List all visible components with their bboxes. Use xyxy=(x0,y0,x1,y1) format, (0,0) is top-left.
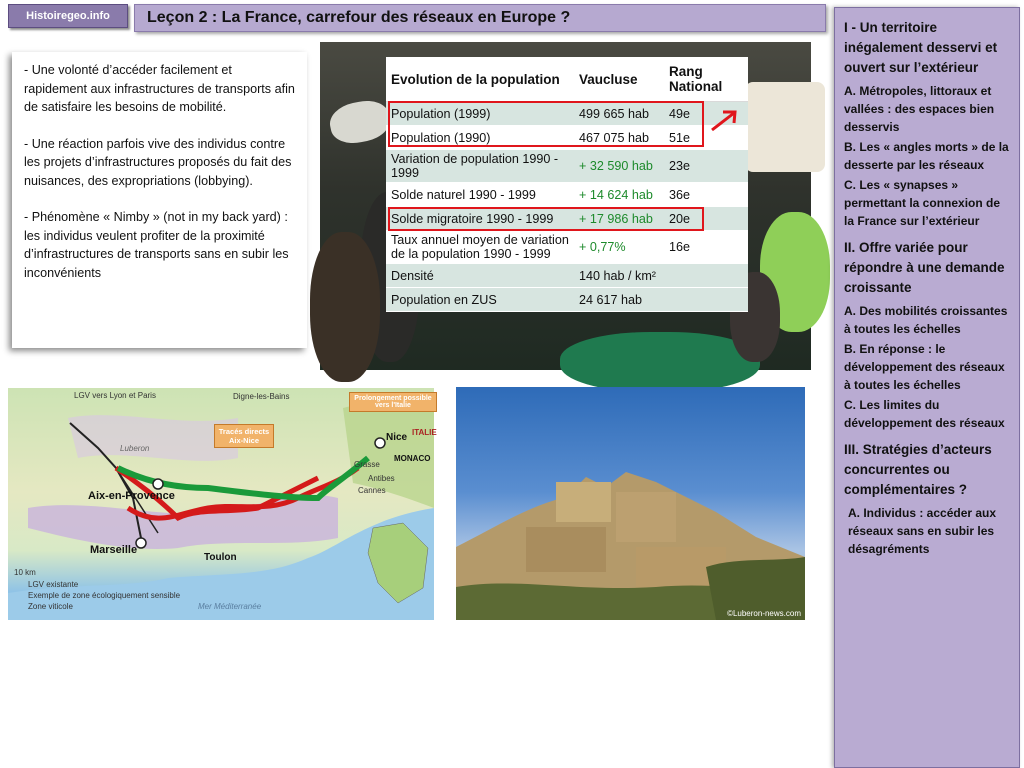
village-photo xyxy=(456,387,805,620)
map-label: Cannes xyxy=(358,486,386,495)
map-callout-trace: Tracés directs Aix-Nice xyxy=(214,424,274,448)
table-cell: 140 hab / km² xyxy=(574,264,664,288)
photo-credit: ©Luberon-news.com xyxy=(727,609,801,618)
table-cell: 51e xyxy=(664,126,748,150)
table-cell xyxy=(664,264,748,288)
lesson-title-text: Leçon 2 : La France, carrefour des réseaux en Europe ? xyxy=(147,9,571,26)
table-cell xyxy=(664,288,748,312)
table-cell: + 32 590 hab xyxy=(574,150,664,183)
table-header: Vaucluse xyxy=(574,57,664,102)
table-row xyxy=(386,150,748,183)
highlight-population-box xyxy=(388,101,704,147)
table-row xyxy=(386,231,748,264)
outline-item: B. Les « angles morts » de la desserte par les réseaux xyxy=(844,140,1009,172)
table-cell: Solde migratoire 1990 - 1999 xyxy=(386,207,574,231)
outline-section: II. Offre variée pour répondre à une demande croissante xyxy=(844,240,1005,295)
map-label: Digne-les-Bains xyxy=(233,392,290,401)
map-scale: 10 km xyxy=(14,568,36,577)
map-legend-item: LGV existante xyxy=(28,580,79,589)
table-cell: + 14 624 hab xyxy=(574,183,664,207)
map-label: Mer Méditerranée xyxy=(198,602,262,611)
table-row xyxy=(386,264,748,288)
outline-item: C. Les limites du développement des réseaux xyxy=(844,398,1005,430)
village-shapes xyxy=(456,387,805,620)
table-cell: + 0,77% xyxy=(574,231,664,264)
map-legend-item: Zone viticole xyxy=(28,602,73,611)
map-label: LGV vers Lyon et Paris xyxy=(74,391,156,400)
map-city-toulon: Toulon xyxy=(204,552,237,563)
population-table xyxy=(386,57,748,312)
outline-section: III. Stratégies d’acteurs concurrentes ou complémentaires ? xyxy=(844,442,992,497)
table-cell: 49e xyxy=(664,102,748,126)
table-cell: 467 075 hab xyxy=(574,126,664,150)
table-cell: 20e xyxy=(664,207,748,231)
table-cell: 24 617 hab xyxy=(574,288,664,312)
map-city-nice: Nice xyxy=(386,432,408,443)
map-label: Luberon xyxy=(120,444,150,453)
text-paragraph: - Une réaction parfois vive des individus contre les projets d’infrastructures proposés du fait des nuisances, des expropriations (lobbying). xyxy=(24,136,292,188)
map-label: Antibes xyxy=(368,474,395,483)
outline-item: A. Individus : accéder aux réseaux sans en subir les désagréments xyxy=(848,506,997,556)
text-box xyxy=(12,52,307,348)
table-cell: Variation de population 1990 - 1999 xyxy=(386,150,574,183)
highlight-migration-box xyxy=(388,207,704,231)
site-tag[interactable]: Histoiregeo.info xyxy=(8,4,128,28)
table-cell: 36e xyxy=(664,183,748,207)
table-cell: Population en ZUS xyxy=(386,288,574,312)
table-row xyxy=(386,183,748,207)
map-city-aix: Aix-en-Provence xyxy=(88,490,175,502)
lesson-title xyxy=(134,4,826,32)
red-arrow-icon xyxy=(708,108,740,134)
table-cell: 499 665 hab xyxy=(574,102,664,126)
text-paragraph: - Phénomène « Nimby » (not in my back yard) : les individus veulent profiter de la proximité d’infrastructures de transports sans en subir les inconvénients xyxy=(24,210,289,280)
map-city-monaco: MONACO xyxy=(394,454,431,463)
lesson-outline-sidebar xyxy=(834,7,1020,768)
table-cell: 16e xyxy=(664,231,748,264)
table-cell: Densité xyxy=(386,264,574,288)
table-header: Evolution de la population xyxy=(386,57,574,102)
table-cell: Population (1990) xyxy=(386,126,574,150)
table-cell: Population (1999) xyxy=(386,102,574,126)
map-legend-item: Exemple de zone écologiquement sensible xyxy=(28,591,181,600)
lgv-map xyxy=(8,388,437,620)
outline-item: A. Métropoles, littoraux et vallées : des espaces bien desservis xyxy=(844,84,995,134)
map-label: Grasse xyxy=(354,460,380,469)
table-cell: Taux annuel moyen de variation de la population 1990 - 1999 xyxy=(386,231,574,264)
text-paragraph: - Une volonté d’accéder facilement et rapidement aux infrastructures de transports afin de satisfaire les besoins de mobilité. xyxy=(24,63,295,114)
outline-item: A. Des mobilités croissantes à toutes les échelles xyxy=(844,304,1008,336)
table-header: Rang National xyxy=(664,57,748,102)
map-city-marseille: Marseille xyxy=(90,544,138,556)
table-cell: + 17 986 hab xyxy=(574,207,664,231)
map-callout-prolong: Prolongement possible vers l'Italie xyxy=(349,392,437,412)
outline-section: I - Un territoire inégalement desservi et ouvert sur l’extérieur xyxy=(844,20,998,75)
table-row xyxy=(386,288,748,312)
outline-item: B. En réponse : le développement des réseaux à toutes les échelles xyxy=(844,342,1005,392)
map-label: ITALIE xyxy=(412,428,437,437)
table-cell: Solde naturel 1990 - 1999 xyxy=(386,183,574,207)
table-cell: 23e xyxy=(664,150,748,183)
outline-item: C. Les « synapses » permettant la connexion de la France sur l’extérieur xyxy=(844,178,1001,228)
